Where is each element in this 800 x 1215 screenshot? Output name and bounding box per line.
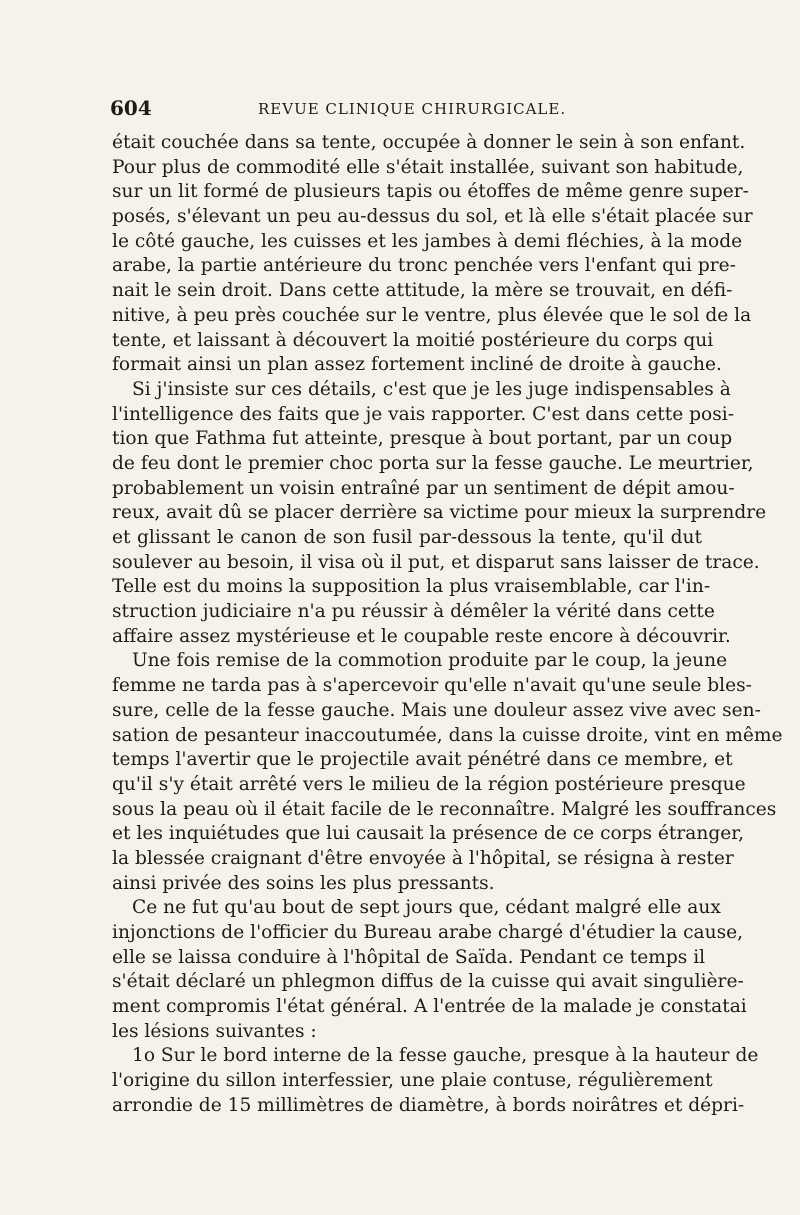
text-line: et glissant le canon de son fusil par-dessous la tente, qu'il dut <box>112 527 702 548</box>
page-number: 604 <box>110 96 152 120</box>
text-line: ainsi privée des soins les plus pressants. <box>112 872 495 894</box>
text-line: formait ainsi un plan assez fortement incliné de droite à gauche. <box>112 354 722 376</box>
text-line: sure, celle de la fesse gauche. Mais une douleur assez vive avec sen- <box>112 699 761 721</box>
text-line: sation de pesanteur inaccoutumée, dans la cuisse droite, vint en même <box>112 724 783 746</box>
text-line: Pour plus de commodité elle s'était installée, suivant son habitude, <box>112 156 744 178</box>
text-line: Telle est du moins la supposition la plus vraisemblable, car l'in- <box>112 576 711 598</box>
text-line: le côté gauche, les cuisses et les jambes à demi fléchies, à la mode <box>112 230 743 252</box>
text-line: les lésions suivantes : <box>112 1020 317 1042</box>
text-line: sur un lit formé de plusieurs tapis ou étoffes de même genre super- <box>112 181 749 203</box>
text-line: tente, et laissant à découvert la moitié postérieure du corps qui <box>112 329 714 351</box>
text-line: affaire assez mystérieuse et le coupable reste encore à découvrir. <box>112 625 731 647</box>
text-line: 1o Sur le bord interne de la fesse gauche, presque à la hauteur de <box>132 1045 759 1067</box>
text-line: s'était déclaré un phlegmon diffus de la cuisse qui avait singulière- <box>112 971 744 993</box>
text-line: sous la peau où il était facile de le reconnaître. Malgré les souffrances <box>112 798 777 820</box>
text-line: reux, avait dû se placer derrière sa victime pour mieux la surprendre <box>112 502 767 524</box>
text-line: soulever au besoin, il visa où il put, et disparut sans laisser de trace. <box>112 551 760 573</box>
text-line: Ce ne fut qu'au bout de sept jours que, cédant malgré elle aux <box>132 897 721 919</box>
text-line: arabe, la partie antérieure du tronc penchée vers l'enfant qui pre- <box>112 255 736 277</box>
running-head: REVUE CLINIQUE CHIRURGICALE. <box>258 100 567 118</box>
text-line: était couchée dans sa tente, occupée à donner le sein à son enfant. <box>112 132 746 153</box>
text-line: posés, s'élevant un peu au-dessus du sol, et là elle s'était placée sur <box>112 206 753 228</box>
text-line: arrondie de 15 millimètres de diamètre, à bords noirâtres et dépri- <box>112 1094 745 1116</box>
text-line: Une fois remise de la commotion produite par le coup, la jeune <box>132 650 728 672</box>
text-line: elle se laissa conduire à l'hôpital de Saïda. Pendant ce temps il <box>112 946 706 968</box>
text-line: la blessée craignant d'être envoyée à l'hôpital, se résigna à rester <box>112 847 734 869</box>
text-line: nait le sein droit. Dans cette attitude, la mère se trouvait, en défi- <box>112 280 733 302</box>
text-line: nitive, à peu près couchée sur le ventre, plus élevée que le sol de la <box>112 304 752 326</box>
text-line: Si j'insiste sur ces détails, c'est que je les juge indispensables à <box>132 378 731 400</box>
text-line: femme ne tarda pas à s'apercevoir qu'elle n'avait qu'une seule bles- <box>112 675 752 697</box>
text-line: ment compromis l'état général. A l'entrée de la malade je constatai <box>112 996 747 1018</box>
text-line: qu'il s'y était arrêté vers le milieu de la région postérieure presque <box>112 773 746 795</box>
text-line: l'origine du sillon interfessier, une plaie contuse, régulièrement <box>112 1070 713 1092</box>
page-header <box>110 96 695 126</box>
text-line: temps l'avertir que le projectile avait pénétré dans ce membre, et <box>112 749 733 771</box>
text-line: l'intelligence des faits que je vais rapporter. C'est dans cette posi- <box>112 403 734 425</box>
text-line: probablement un voisin entraîné par un sentiment de dépit amou- <box>112 477 735 499</box>
text-line: de feu dont le premier choc porta sur la fesse gauche. Le meurtrier, <box>112 452 754 474</box>
text-line: struction judiciaire n'a pu réussir à démêler la vérité dans cette <box>112 601 715 623</box>
text-line: et les inquiétudes que lui causait la présence de ce corps étranger, <box>112 823 745 845</box>
body-text <box>112 131 783 1119</box>
text-line: tion que Fathma fut atteinte, presque à bout portant, par un coup <box>112 428 733 450</box>
text-line: injonctions de l'officier du Bureau arabe chargé d'étudier la cause, <box>112 922 744 943</box>
